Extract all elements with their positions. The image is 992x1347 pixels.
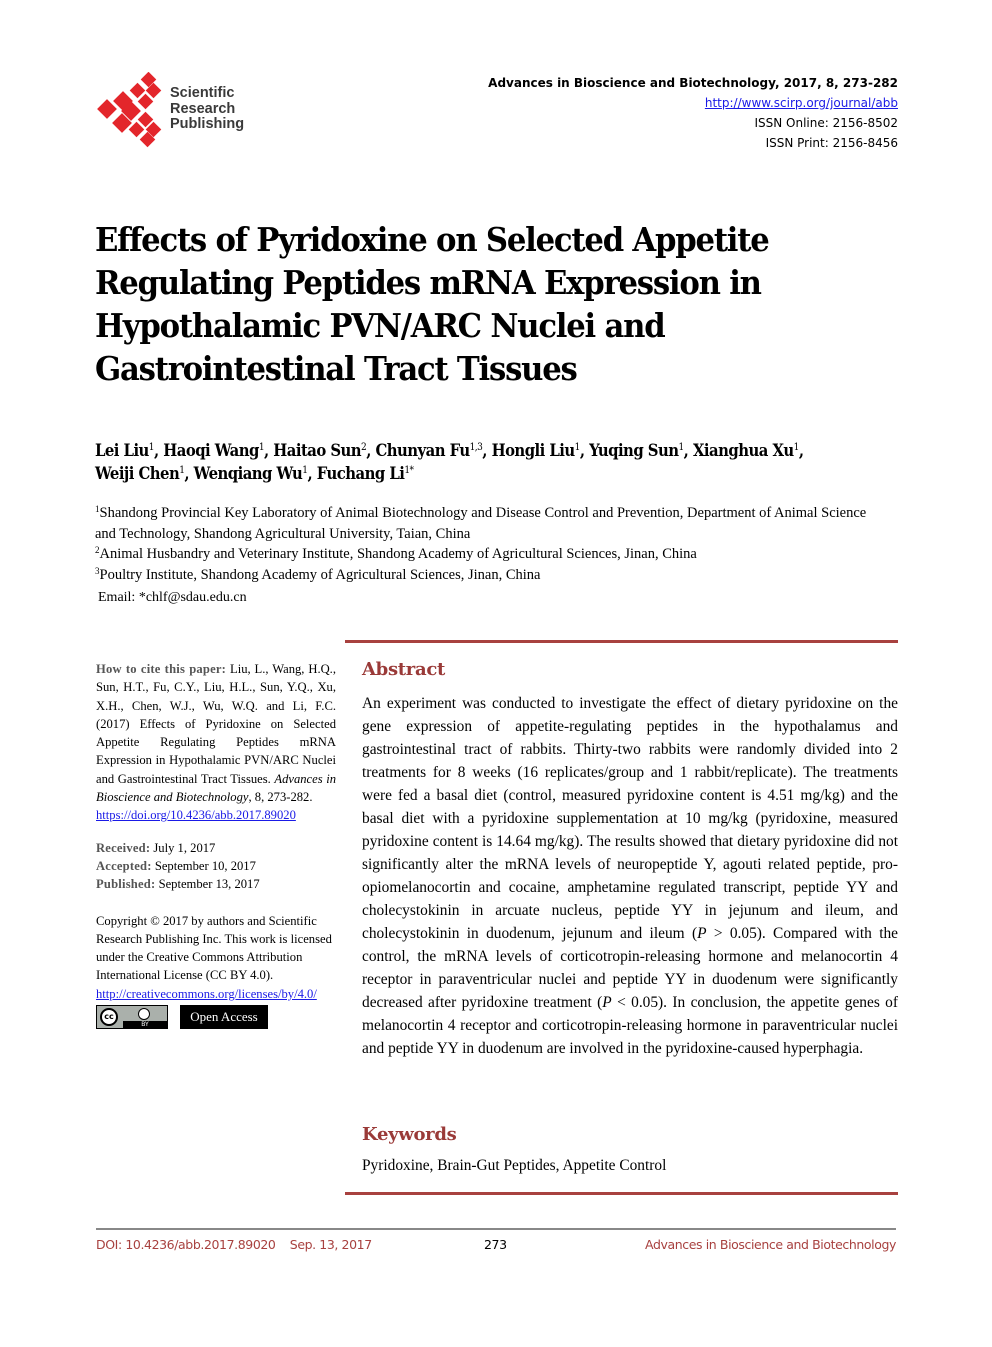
abstract-body: An experiment was conducted to investigate the effect of dietary pyridoxine on the gene expression of appetite-regulating peptides in the hypothalamus and gastrointestinal tract of rabbits. Thirty-two rabbits were randomly divided into 2 treatments for 8 weeks (16 replicates/group and 1 rabbit/replicate). The treatments were fed a basal diet (control, measured pyridoxine content is 4.51 mg/kg) and the basal diet with a pyridoxine supplementation at 10 mg/kg (pyridoxine, measured pyridoxine content is 14.64 mg/kg). The results showed that dietary pyridoxine did not significantly alter the mRNA levels of neuropeptide Y, agouti related peptide, pro-opiomelanocortin and cocaine, amphetamine regulated transcript, peptide YY and cholecystokinin in arcuate nucleus, peptide YY in jejunum and ileum, and cholecystokinin in duodenum, jejunum and ileum (P > 0.05). Compared with the control, the mRNA levels of corticotropin-releasing hormone and melanocortin 4 receptor in paraventricular nuclei and peptide YY in duodenum were significantly decreased after pyridoxine treatment (P < 0.05). In conclusion, the appetite genes of melanocortin 4 receptor and corticotropin-releasing hormone in paraventricular nuclei and peptide YY in duodenum are involved in the pyridoxine-caused hyperphagia. <box>362 695 898 1057</box>
keywords-heading: Keywords <box>362 1124 457 1145</box>
cite-volume: , 8, 273-282. <box>248 790 313 805</box>
article-sidebar <box>96 660 336 1029</box>
author: Chunyan Fu$^{1,3}$ <box>375 441 483 460</box>
footer-doi: DOI: 10.4236/abb.2017.89020 Sep. 13, 2017 <box>96 1237 372 1252</box>
page-number: 273 <box>484 1237 507 1252</box>
author-list: Lei Liu$^1$, Haoqi Wang$^1$, Haitao Sun$^2$, Chunyan Fu$^{1,3}$, Hongli Liu$^1$, Yuqing Sun$^1$, Xianghua Xu$^1$, Weiji Chen$^1$, Wenqiang Wu$^1$, Fuchang $Li^{1*}$ <box>95 441 804 483</box>
publisher-name-line-2: Research <box>170 100 236 117</box>
license-badges <box>96 1005 336 1029</box>
affiliation: $^2$Animal Husbandry and Veterinary Institute, Shandong Academy of Agricultural Sciences, Jinan, China <box>95 545 697 563</box>
citation-block <box>96 660 336 825</box>
accepted-date: Accepted: September 10, 2017 <box>96 858 256 873</box>
copyright-block <box>96 912 336 1029</box>
author: Wenqiang Wu$^1$ <box>193 464 308 483</box>
scirp-diamond-logo-icon <box>96 72 164 148</box>
license-link[interactable]: http://creativecommons.org/licenses/by/4.0/ <box>96 986 317 1001</box>
issn-online: ISSN Online: 2156-8502 <box>754 116 898 130</box>
abstract-top-rule <box>345 640 898 643</box>
issn-print: ISSN Print: 2156-8456 <box>765 136 898 150</box>
publisher-name-line-3: Publishing <box>170 116 245 132</box>
publisher-name <box>170 86 244 133</box>
footer-rule <box>96 1228 896 1230</box>
keywords-list: Pyridoxine, Brain-Gut Peptides, Appetite Control <box>362 1157 667 1174</box>
publisher-name-line-1: Scientific <box>170 85 235 101</box>
corresponding-email: Email: *chlf@sdau.edu.cn <box>98 590 247 605</box>
paper-title: Effects of Pyridoxine on Selected Appetite Regulating Peptides mRNA Expression in Hypothalamic PVN/ARC Nuclei and Gastrointestinal Tract Tissues <box>95 220 769 388</box>
author: Hongli Liu$^1$ <box>491 441 580 460</box>
open-access-badge: Open Access <box>180 1005 268 1029</box>
footer-journal-name: Advances in Bioscience and Biotechnology <box>645 1237 896 1252</box>
affiliation: $^1$Shandong Provincial Key Laboratory of Animal Biotechnology and Disease Control and Prevention, Department of Animal Science and Technology, Shandong Agricultural University, Taian, China <box>95 504 867 542</box>
cite-label: How to cite this paper: <box>96 662 227 676</box>
published-date: Published: September 13, 2017 <box>96 877 260 892</box>
affiliation: $^3$Poultry Institute, Shandong Academy of Agricultural Sciences, Jinan, China <box>95 565 541 583</box>
author: Yuqing Sun$^1$ <box>589 441 684 460</box>
author: Weiji Chen$^1$ <box>95 464 185 483</box>
doi-link[interactable]: https://doi.org/10.4236/abb.2017.89020 <box>96 808 296 823</box>
author: Fuchang $Li^{1*}$ <box>316 464 414 483</box>
publisher-logo <box>96 72 256 148</box>
journal-info <box>488 73 898 153</box>
copyright-text: Copyright © 2017 by authors and Scientific Research Publishing Inc. This work is licensed under the Creative Commons Attribution International License (CC BY 4.0). <box>96 913 332 983</box>
cc-by-badge[interactable] <box>96 1005 168 1029</box>
cite-journal: Advances in Bioscience and Biotechnology <box>96 771 336 805</box>
journal-url-link[interactable]: http://www.scirp.org/journal/abb <box>704 96 898 110</box>
author: Xianghua Xu$^1$ <box>692 441 799 460</box>
author: Haitao Sun$^2$ <box>273 441 367 460</box>
received-date: Received: July 1, 2017 <box>96 840 216 855</box>
dates-block <box>96 839 336 894</box>
author: Haoqi Wang$^1$ <box>163 441 265 460</box>
keywords-bottom-rule <box>345 1192 898 1195</box>
by-label: BY <box>123 1021 167 1028</box>
abstract-heading: Abstract <box>362 659 446 680</box>
author: Lei Liu$^1$ <box>95 441 154 460</box>
cite-text: Liu, L., Wang, H.Q., Sun, H.T., Fu, C.Y., Liu, H.L., Sun, Y.Q., Xu, X.H., Chen, W.J., Wu, W.Q. and Li, F.C. (2017) Effects of Pyridoxine on Selected Appetite Regulating Peptides mRNA Expression in Hypothalamic PVN/ARC Nuclei and Gastrointestinal Tract Tissues. <box>96 662 336 786</box>
affiliation-list <box>95 503 885 585</box>
attribution-person-icon <box>138 1008 150 1020</box>
cc-icon: cc <box>100 1008 118 1026</box>
journal-citation: Advances in Bioscience and Biotechnology, 2017, 8, 273-282 <box>488 76 898 90</box>
